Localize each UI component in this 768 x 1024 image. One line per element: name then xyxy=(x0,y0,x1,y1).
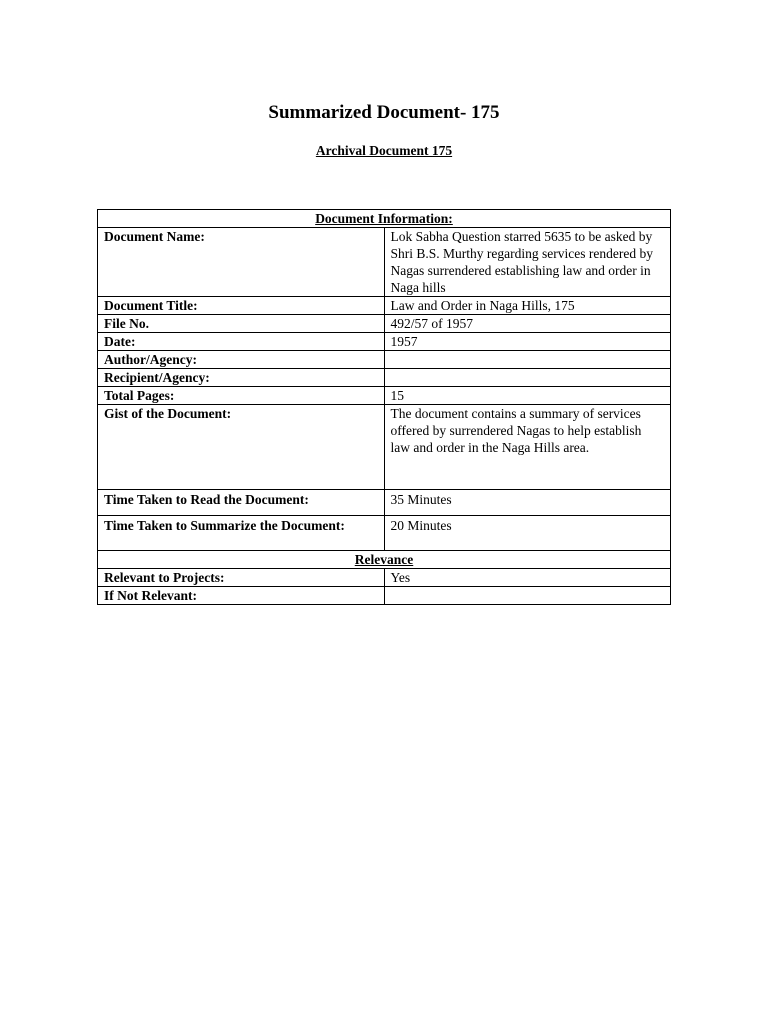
row-value-date: 1957 xyxy=(384,333,671,351)
row-value-time-to-summarize: 20 Minutes xyxy=(384,516,671,551)
row-value-recipient-agency xyxy=(384,369,671,387)
table-row xyxy=(98,228,671,297)
row-value-file-no: 492/57 of 1957 xyxy=(384,315,671,333)
table-row xyxy=(98,587,671,605)
section-header-document-information: Document Information: xyxy=(98,210,671,228)
table-row xyxy=(98,351,671,369)
row-label-document-title: Document Title: xyxy=(98,297,385,315)
table-row xyxy=(98,387,671,405)
row-value-time-to-read: 35 Minutes xyxy=(384,490,671,516)
row-label-total-pages: Total Pages: xyxy=(98,387,385,405)
table-row xyxy=(98,297,671,315)
row-label-gist: Gist of the Document: xyxy=(98,405,385,490)
document-info-table xyxy=(97,209,671,605)
table-row xyxy=(98,569,671,587)
row-label-file-no: File No. xyxy=(98,315,385,333)
row-label-date: Date: xyxy=(98,333,385,351)
row-value-if-not-relevant xyxy=(384,587,671,605)
table-row xyxy=(98,333,671,351)
row-label-time-to-read: Time Taken to Read the Document: xyxy=(98,490,385,516)
table-row xyxy=(98,516,671,551)
row-label-author-agency: Author/Agency: xyxy=(98,351,385,369)
table-section-row xyxy=(98,551,671,569)
row-label-if-not-relevant: If Not Relevant: xyxy=(98,587,385,605)
row-value-total-pages: 15 xyxy=(384,387,671,405)
row-value-document-name: Lok Sabha Question starred 5635 to be asked by Shri B.S. Murthy regarding services rendered by Nagas surrendered establishing law and order in Naga hills xyxy=(384,228,671,297)
row-value-document-title: Law and Order in Naga Hills, 175 xyxy=(384,297,671,315)
row-value-author-agency xyxy=(384,351,671,369)
table-section-row xyxy=(98,210,671,228)
row-value-relevant-to-projects: Yes xyxy=(384,569,671,587)
row-value-gist: The document contains a summary of services offered by surrendered Nagas to help establish law and order in the Naga Hills area. xyxy=(384,405,671,490)
row-label-recipient-agency: Recipient/Agency: xyxy=(98,369,385,387)
table-row xyxy=(98,315,671,333)
table-row xyxy=(98,490,671,516)
page-subtitle: Archival Document 175 xyxy=(315,143,453,158)
section-header-relevance: Relevance xyxy=(98,551,671,569)
table-row xyxy=(98,405,671,490)
row-label-time-to-summarize: Time Taken to Summarize the Document: xyxy=(98,516,385,551)
row-label-document-name: Document Name: xyxy=(98,228,385,297)
row-label-relevant-to-projects: Relevant to Projects: xyxy=(98,569,385,587)
table-row xyxy=(98,369,671,387)
page-title: Summarized Document- 175 xyxy=(268,102,500,123)
